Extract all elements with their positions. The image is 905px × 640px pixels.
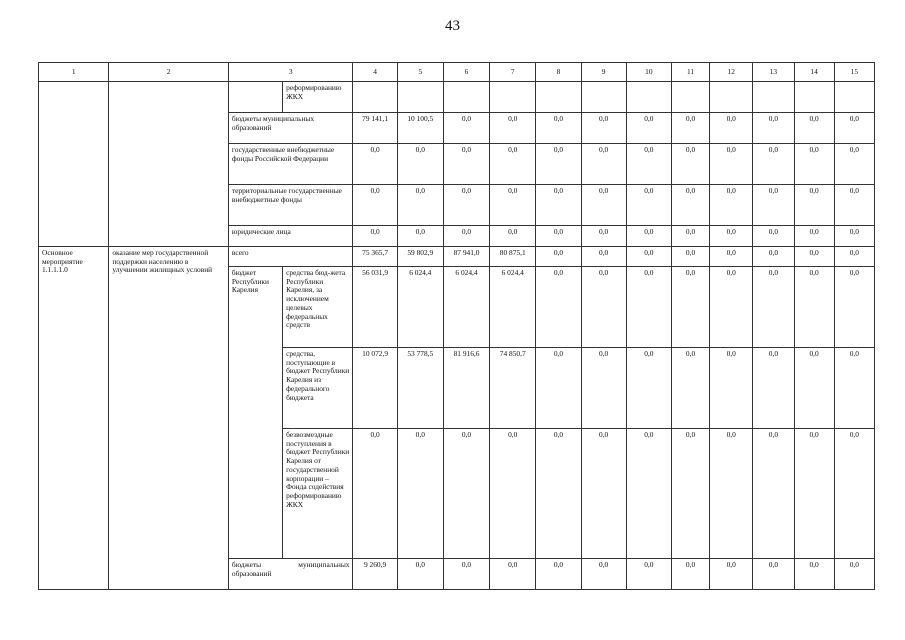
value-cell bbox=[753, 82, 794, 113]
value-cell: 0,0 bbox=[794, 559, 834, 590]
value-cell bbox=[490, 82, 536, 113]
value-cell: 0,0 bbox=[581, 348, 626, 429]
value-cell: 0,0 bbox=[710, 113, 753, 144]
value-cell: 59 802,9 bbox=[397, 247, 443, 267]
value-cell: 0,0 bbox=[536, 113, 581, 144]
column-header: 1 bbox=[39, 63, 109, 82]
value-cell: 10 072,9 bbox=[353, 348, 397, 429]
value-cell: 0,0 bbox=[626, 226, 671, 247]
value-cell: 0,0 bbox=[834, 247, 874, 267]
value-cell: 0,0 bbox=[581, 144, 626, 185]
value-cell: 10 100,5 bbox=[397, 113, 443, 144]
value-cell: 0,0 bbox=[581, 559, 626, 590]
value-cell: 0,0 bbox=[490, 559, 536, 590]
value-cell: 0,0 bbox=[671, 267, 709, 348]
value-cell: 53 778,5 bbox=[397, 348, 443, 429]
value-cell: 0,0 bbox=[671, 348, 709, 429]
value-cell: 0,0 bbox=[353, 429, 397, 559]
page-number: 43 bbox=[445, 18, 460, 34]
value-cell: 75 365,7 bbox=[353, 247, 397, 267]
value-cell: 0,0 bbox=[834, 226, 874, 247]
value-cell: 0,0 bbox=[353, 144, 397, 185]
value-cell bbox=[710, 82, 753, 113]
value-cell: 0,0 bbox=[671, 226, 709, 247]
value-cell: 0,0 bbox=[834, 429, 874, 559]
value-cell: 0,0 bbox=[397, 559, 443, 590]
value-cell: 0,0 bbox=[794, 144, 834, 185]
value-cell: 0,0 bbox=[710, 247, 753, 267]
value-cell: 0,0 bbox=[397, 226, 443, 247]
column-header: 13 bbox=[753, 63, 794, 82]
value-cell: 0,0 bbox=[490, 429, 536, 559]
value-cell: 0,0 bbox=[710, 429, 753, 559]
value-cell: 0,0 bbox=[536, 144, 581, 185]
description-cell bbox=[109, 82, 229, 247]
value-cell: 0,0 bbox=[581, 185, 626, 226]
value-cell: 0,0 bbox=[581, 247, 626, 267]
value-cell: 0,0 bbox=[581, 113, 626, 144]
source-label: бюджеты муниципальных образований bbox=[228, 113, 353, 144]
activity-description: оказание мер государственной поддержки населению в улучшении жилищных условий bbox=[109, 247, 229, 590]
value-cell bbox=[626, 82, 671, 113]
value-cell: 87 941,0 bbox=[443, 247, 489, 267]
column-header: 2 bbox=[109, 63, 229, 82]
source-label: средства бюд-жета Республики Карелия, за исключением целевых федеральных средств bbox=[283, 267, 353, 348]
column-header: 4 bbox=[353, 63, 397, 82]
value-cell: 0,0 bbox=[710, 226, 753, 247]
value-cell: 0,0 bbox=[581, 267, 626, 348]
value-cell: 0,0 bbox=[626, 247, 671, 267]
value-cell: 0,0 bbox=[794, 113, 834, 144]
value-cell: 0,0 bbox=[834, 185, 874, 226]
value-cell: 0,0 bbox=[671, 144, 709, 185]
value-cell: 0,0 bbox=[626, 267, 671, 348]
value-cell: 74 850,7 bbox=[490, 348, 536, 429]
source-label: бюджеты муниципальных образований bbox=[228, 559, 353, 590]
value-cell: 0,0 bbox=[536, 226, 581, 247]
value-cell bbox=[443, 82, 489, 113]
value-cell: 0,0 bbox=[536, 247, 581, 267]
value-cell: 0,0 bbox=[671, 429, 709, 559]
value-cell: 0,0 bbox=[753, 559, 794, 590]
source-label: средства, поступающие в бюджет Республики Карелия из федерального бюджета bbox=[283, 348, 353, 429]
value-cell: 0,0 bbox=[794, 348, 834, 429]
value-cell: 0,0 bbox=[397, 144, 443, 185]
value-cell: 0,0 bbox=[490, 113, 536, 144]
value-cell: 81 916,6 bbox=[443, 348, 489, 429]
value-cell: 0,0 bbox=[626, 348, 671, 429]
column-header: 14 bbox=[794, 63, 834, 82]
value-cell: 0,0 bbox=[834, 113, 874, 144]
value-cell: 0,0 bbox=[753, 348, 794, 429]
value-cell: 0,0 bbox=[626, 429, 671, 559]
column-header: 3 bbox=[228, 63, 353, 82]
value-cell: 0,0 bbox=[753, 267, 794, 348]
value-cell: 0,0 bbox=[710, 144, 753, 185]
value-cell: 0,0 bbox=[753, 144, 794, 185]
table-row bbox=[39, 82, 875, 113]
value-cell: 0,0 bbox=[397, 185, 443, 226]
value-cell: 9 260,9 bbox=[353, 559, 397, 590]
value-cell: 0,0 bbox=[671, 113, 709, 144]
value-cell: 80 875,1 bbox=[490, 247, 536, 267]
value-cell: 0,0 bbox=[794, 185, 834, 226]
value-cell: 0,0 bbox=[671, 185, 709, 226]
value-cell: 0,0 bbox=[397, 429, 443, 559]
value-cell: 0,0 bbox=[626, 559, 671, 590]
value-cell: 0,0 bbox=[443, 113, 489, 144]
value-cell: 0,0 bbox=[536, 185, 581, 226]
value-cell: 0,0 bbox=[794, 247, 834, 267]
value-cell: 0,0 bbox=[536, 429, 581, 559]
value-cell: 6 024,4 bbox=[397, 267, 443, 348]
value-cell: 0,0 bbox=[753, 113, 794, 144]
value-cell: 0,0 bbox=[353, 226, 397, 247]
column-header: 15 bbox=[834, 63, 874, 82]
source-label: территориальные государственные внебюджетные фонды bbox=[228, 185, 353, 226]
value-cell: 0,0 bbox=[536, 348, 581, 429]
value-cell: 0,0 bbox=[710, 348, 753, 429]
value-cell: 56 031,9 bbox=[353, 267, 397, 348]
column-header: 11 bbox=[671, 63, 709, 82]
value-cell: 0,0 bbox=[443, 144, 489, 185]
source-label: безвозмездные поступления в бюджет Республики Карелия от государственной корпорации – Фонда содействия реформированию ЖКХ bbox=[283, 429, 353, 559]
source-label: юридические лица bbox=[228, 226, 353, 247]
value-cell bbox=[581, 82, 626, 113]
value-cell bbox=[353, 82, 397, 113]
value-cell: 0,0 bbox=[753, 185, 794, 226]
value-cell: 0,0 bbox=[710, 267, 753, 348]
value-cell: 0,0 bbox=[490, 185, 536, 226]
value-cell: 0,0 bbox=[794, 267, 834, 348]
header-row bbox=[39, 63, 875, 82]
budget-label: бюджет Республики Карелия bbox=[228, 267, 282, 559]
value-cell: 79 141,1 bbox=[353, 113, 397, 144]
value-cell: 0,0 bbox=[834, 267, 874, 348]
value-cell bbox=[536, 82, 581, 113]
column-header: 12 bbox=[710, 63, 753, 82]
value-cell: 0,0 bbox=[443, 559, 489, 590]
value-cell: 0,0 bbox=[353, 185, 397, 226]
column-header: 5 bbox=[397, 63, 443, 82]
value-cell: 0,0 bbox=[443, 226, 489, 247]
column-header: 9 bbox=[581, 63, 626, 82]
column-header: 7 bbox=[490, 63, 536, 82]
value-cell bbox=[671, 82, 709, 113]
value-cell: 0,0 bbox=[490, 144, 536, 185]
source-label: реформированию ЖКХ bbox=[283, 82, 353, 113]
value-cell: 0,0 bbox=[753, 429, 794, 559]
source-label: государственные внебюджетные фонды Российской Федерации bbox=[228, 144, 353, 185]
value-cell: 0,0 bbox=[626, 144, 671, 185]
value-cell: 0,0 bbox=[581, 226, 626, 247]
value-cell: 0,0 bbox=[834, 559, 874, 590]
value-cell bbox=[794, 82, 834, 113]
value-cell: 0,0 bbox=[443, 429, 489, 559]
value-cell: 0,0 bbox=[794, 429, 834, 559]
value-cell: 0,0 bbox=[710, 185, 753, 226]
value-cell: 0,0 bbox=[834, 144, 874, 185]
value-cell: 0,0 bbox=[626, 185, 671, 226]
column-header: 6 bbox=[443, 63, 489, 82]
table-row bbox=[39, 247, 875, 267]
value-cell: 0,0 bbox=[536, 559, 581, 590]
value-cell: 0,0 bbox=[581, 429, 626, 559]
source-group-cell bbox=[228, 82, 282, 113]
value-cell: 0,0 bbox=[626, 113, 671, 144]
value-cell: 6 024,4 bbox=[443, 267, 489, 348]
value-cell: 0,0 bbox=[490, 226, 536, 247]
activity-cell bbox=[39, 82, 109, 247]
value-cell: 0,0 bbox=[753, 226, 794, 247]
column-header: 10 bbox=[626, 63, 671, 82]
total-label: всего bbox=[228, 247, 353, 267]
value-cell bbox=[397, 82, 443, 113]
value-cell: 0,0 bbox=[671, 247, 709, 267]
column-header: 8 bbox=[536, 63, 581, 82]
value-cell: 0,0 bbox=[671, 559, 709, 590]
funding-table bbox=[38, 62, 875, 590]
value-cell: 0,0 bbox=[710, 559, 753, 590]
value-cell: 0,0 bbox=[834, 348, 874, 429]
activity-name: Основное мероприятие 1.1.1.1.0 bbox=[39, 247, 109, 590]
value-cell: 6 024,4 bbox=[490, 267, 536, 348]
value-cell: 0,0 bbox=[536, 267, 581, 348]
value-cell bbox=[834, 82, 874, 113]
value-cell: 0,0 bbox=[753, 247, 794, 267]
value-cell: 0,0 bbox=[443, 185, 489, 226]
value-cell: 0,0 bbox=[794, 226, 834, 247]
